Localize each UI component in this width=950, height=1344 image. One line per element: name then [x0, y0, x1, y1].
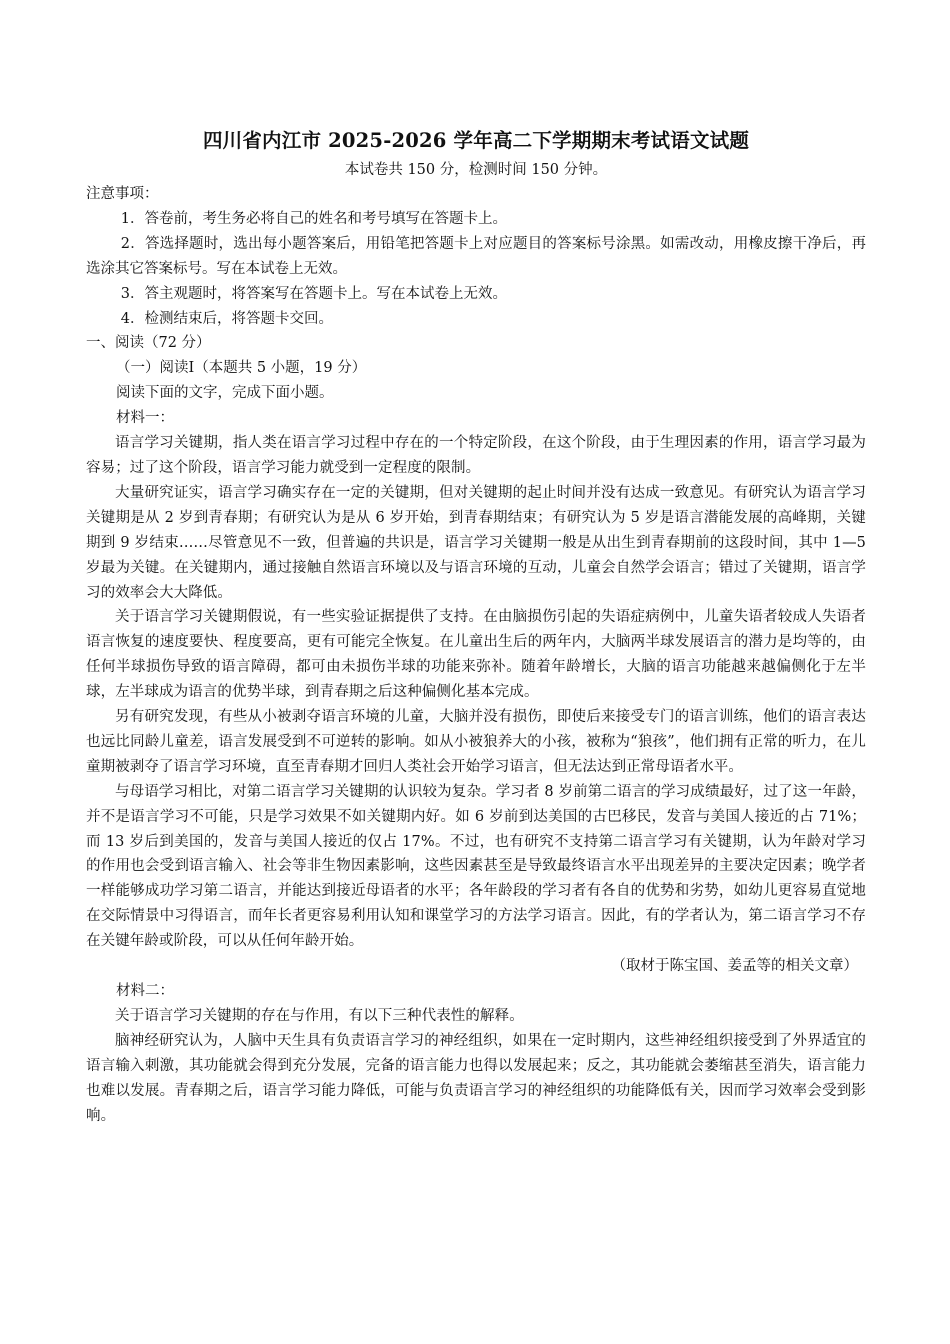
notice-item: 2．答选择题时，选出每小题答案后，用铅笔把答题卡上对应题目的答案标号涂黑。如需改动，用橡皮擦干净后，再选涂其它答案标号。写在本试卷上无效。 [86, 235, 866, 277]
notice-item: 3．答主观题时，将答案写在答题卡上。写在本试卷上无效。 [120, 285, 508, 302]
exam-page [86, 126, 866, 1128]
material-paragraph: 另有研究发现，有些从小被剥夺语言环境的儿童，大脑并没有损伤，即使后来接受专门的语言训练，他们的语言表达也远比同龄儿童差，语言发展受到不可逆转的影响。如从小被狼养大的小孩，被称为“狼孩”，他们拥有正常的听力，在儿童期被剥夺了语言学习环境，直至青春期才回归人类社会开始学习语言，但无法达到正常母语者水平。 [86, 709, 866, 775]
notice-item: 1．答卷前，考生务必将自己的姓名和考号填写在答题卡上。 [120, 210, 508, 227]
exam-info: 本试卷共 150 分，检测时间 150 分钟。 [344, 162, 608, 178]
notice-heading: 注意事项： [86, 186, 159, 202]
notice-item: 4．检测结束后，将答题卡交回。 [120, 310, 334, 327]
instruction-text: 阅读下面的文字，完成下面小题。 [116, 385, 334, 402]
material-one [86, 406, 866, 979]
section-heading: 一、阅读（72 分） [86, 335, 211, 352]
material-two [86, 979, 866, 1128]
material-paragraph: 脑神经研究认为，人脑中天生具有负责语言学习的神经组织，如果在一定时期内，这些神经组织接受到了外界适宜的语言输入刺激，其功能就会得到充分发展，完备的语言能力也得以发展起来；反之，其功能就会萎缩甚至消失，语言能力也难以发展。青春期之后，语言学习能力降低，可能与负责语言学习的神经组织的功能降低有关，因而学习效率会受到影响。 [86, 1032, 866, 1124]
notice-section [86, 182, 866, 331]
source-citation: （取材于陈宝国、姜孟等的相关文章） [611, 958, 858, 975]
material-two-label: 材料二： [116, 983, 174, 999]
material-paragraph: 大量研究证实，语言学习确实存在一定的关键期，但对关键期的起止时间并没有达成一致意见。有研究认为语言学习关键期是从 2 岁到青春期；有研究认为是从 6 岁开始，到青春期结束；有研究认为 5 岁是语言潜能发展的高峰期，关键期到 9 岁结束……尽管意见不一致，但普遍的共识是，语言学习关键期一般是从出生到青春期前的这段时间，其中 1—5 岁最为关键。在关键期内，通过接触自然语言环境以及与语言环境的互动，儿童会自然学会语言；错过了关键期，语言学习的效率会大大降低。 [86, 484, 866, 601]
material-one-label: 材料一： [116, 410, 174, 427]
material-paragraph: 关于语言学习关键期假说，有一些实验证据提供了支持。在由脑损伤引起的失语症病例中，儿童失语者较成人失语者语言恢复的速度要快、程度要高，更有可能完全恢复。在儿童出生后的两年内，大脑两半球发展语言的潜力是均等的，由任何半球损伤导致的语言障碍，都可由未损伤半球的功能来弥补。随着年龄增长，大脑的语言功能越来越偏侧化于左半球，左半球成为语言的优势半球，到青春期之后这种偏侧化基本完成。 [86, 609, 866, 701]
sub-section-heading: （一）阅读Ⅰ（本题共 5 小题，19 分） [116, 360, 367, 377]
page-title: 四川省内江市 2025-2026 学年高二下学期期末考试语文试题 [202, 129, 750, 152]
material-paragraph: 关于语言学习关键期的存在与作用，有以下三种代表性的解释。 [115, 1007, 524, 1024]
material-paragraph: 语言学习关键期，指人类在语言学习过程中存在的一个特定阶段，在这个阶段，由于生理因素的作用，语言学习最为容易；过了这个阶段，语言学习能力就受到一定程度的限制。 [86, 435, 866, 476]
material-paragraph: 与母语学习相比，对第二语言学习关键期的认识较为复杂。学习者 8 岁前第二语言的学习成绩最好，过了这一年龄，并不是语言学习不可能，只是学习效果不如关键期内好。如 6 岁前到达美国的古巴移民，发音与美国人接近的占 71%；而 13 岁后到美国的，发音与美国人接近的仅占 17%。不过，也有研究不支持第二语言学习有关键期，认为年龄对学习的作用也会受到语言输入、社会等非生物因素影响，这些因素甚至是导致最终语言水平出现差异的主要决定因素；晚学者一样能够成功学习第二语言，并能达到接近母语者的水平；各年龄段的学习者有各自的优势和劣势，如幼儿更容易直觉地在交际情景中习得语言，而年长者更容易利用认知和课堂学习的方法学习语言。因此，有的学者认为，第二语言学习不存在关键年龄或阶段，可以从任何年龄开始。 [86, 783, 866, 950]
reading-section [86, 331, 866, 406]
